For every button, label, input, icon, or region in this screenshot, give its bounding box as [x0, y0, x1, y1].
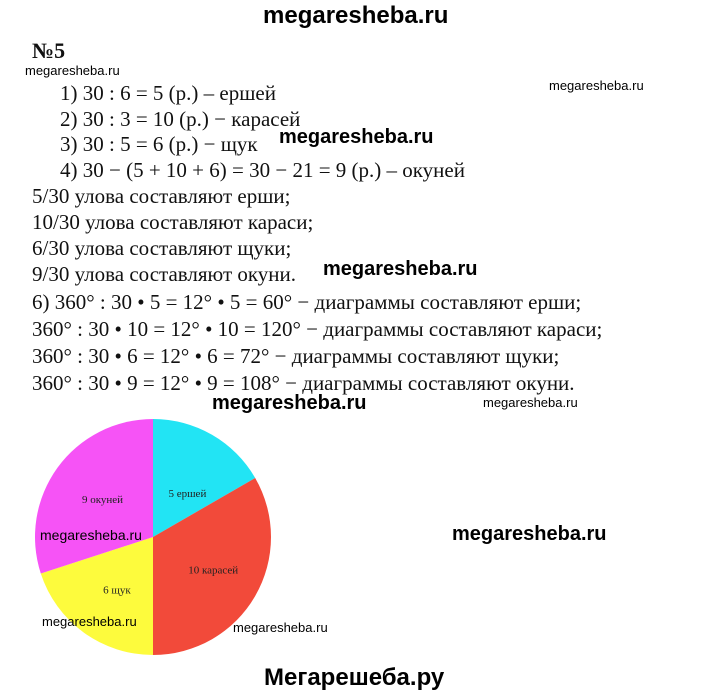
- fraction-line-2: 10/30 улова составляют караси;: [32, 210, 314, 234]
- watermark-bold-mid-2: megaresheba.ru: [323, 258, 478, 280]
- fraction-line-3: 6/30 улова составляют щуки;: [32, 236, 292, 260]
- degree-line-1: 6) 360° : 30 • 5 = 12° • 5 = 60° − диаграммы составляют ерши;: [32, 290, 582, 314]
- watermark-top: megaresheba.ru: [263, 2, 449, 29]
- solution-step-2: 2) 30 : 3 = 10 (р.) − карасей: [60, 107, 301, 131]
- solution-step-1: 1) 30 : 6 = 5 (р.) – ершей: [60, 81, 276, 105]
- fraction-line-1: 5/30 улова составляют ерши;: [32, 184, 291, 208]
- watermark-small-mid-right: megaresheba.ru: [483, 395, 578, 410]
- solution-step-4: 4) 30 − (5 + 10 + 6) = 30 − 21 = 9 (р.) – окуней: [60, 158, 465, 182]
- watermark-bold-right: megaresheba.ru: [452, 523, 607, 545]
- solution-step-3: 3) 30 : 5 = 6 (р.) − щук: [60, 132, 258, 156]
- watermark-bold-mid-3: megaresheba.ru: [212, 392, 367, 414]
- degree-line-2: 360° : 30 • 10 = 12° • 10 = 120° − диаграммы составляют караси;: [32, 317, 603, 341]
- watermark-small-right: megaresheba.ru: [549, 78, 644, 93]
- degree-line-4: 360° : 30 • 9 = 12° • 9 = 108° − диаграммы составляют окуни.: [32, 371, 575, 395]
- pie-slice-label: 5 ершей: [168, 487, 207, 500]
- watermark-bottom: Мегарешеба.ру: [264, 664, 445, 691]
- watermark-chart-bottom-right: megaresheba.ru: [233, 620, 328, 635]
- pie-slice-label: 9 окуней: [81, 493, 124, 506]
- watermark-chart-bottom-left: megaresheba.ru: [42, 614, 137, 629]
- problem-number: №5: [32, 38, 66, 63]
- pie-slice-label: 6 щук: [103, 584, 131, 597]
- pie-slice-label: 10 карасей: [188, 564, 239, 577]
- fraction-line-4: 9/30 улова составляют окуни.: [32, 262, 297, 286]
- degree-line-3: 360° : 30 • 6 = 12° • 6 = 72° − диаграммы составляют щуки;: [32, 344, 560, 368]
- watermark-bold-mid-1: megaresheba.ru: [279, 126, 434, 148]
- watermark-chart-left: megaresheba.ru: [40, 527, 142, 543]
- watermark-small-left: megaresheba.ru: [25, 63, 120, 78]
